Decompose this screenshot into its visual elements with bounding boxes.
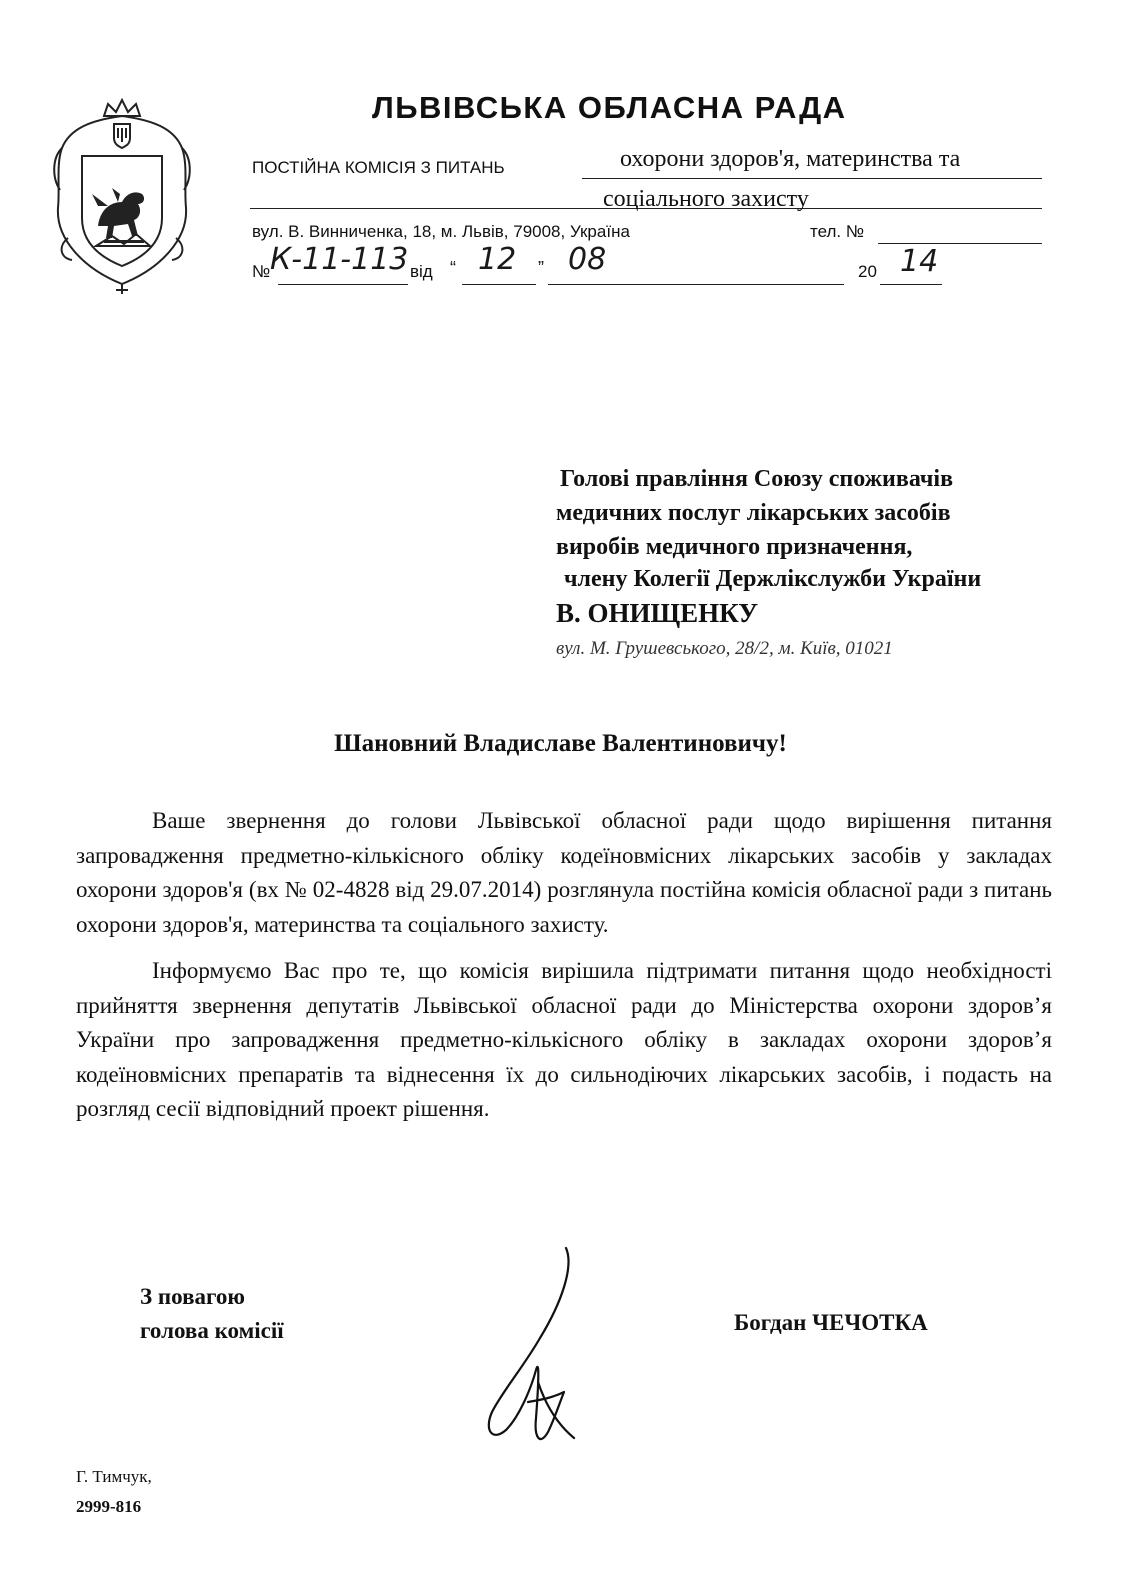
phone-label: тел. № [810, 222, 865, 241]
outgoing-number: К-11-113 [270, 242, 409, 277]
body-paragraph: Ваше звернення до голови Львівської обласної ради щодо вирішення питання запровадження предметно-кількісного обліку кодеїновмісних лікарських засобів у закладах охорони здоров'я (вх № 02-4828 від 29.07.2014) розглянула постійна комісія обласної ради з питань охорони здоров'я, материнства та соціального захисту. [76, 808, 1052, 937]
recipient-line: члену Колегії Держлікслужби України [564, 566, 982, 592]
committee-name: охорони здоров'я, материнства та [620, 146, 961, 172]
recipient-line: медичних послуг лікарських засобів [556, 500, 951, 526]
regards-line: З повагою [140, 1284, 245, 1309]
recipient-name: В. ОНИЩЕНКУ [556, 598, 759, 628]
quote-mark: ” [538, 258, 544, 278]
date-from-label: від [410, 262, 433, 281]
number-label: № [252, 262, 271, 281]
signer-name: Богдан ЧЕЧОТКА [734, 1310, 928, 1335]
recipient-line: Голові правління Союзу споживачів [560, 466, 954, 492]
letter-body [76, 804, 1052, 1139]
closing-regards [140, 1280, 284, 1348]
quote-mark: “ [450, 258, 456, 278]
executor-name: Г. Тимчук, [76, 1467, 152, 1486]
recipient-address: вул. М. Грушевського, 28/2, м. Київ, 01021 [556, 638, 893, 659]
date-day: 12 [478, 242, 517, 277]
committee-name-continued: соціального захисту [603, 186, 809, 212]
council-address: вул. В. Винниченка, 18, м. Львів, 79008, Україна [252, 222, 630, 241]
phone-fill-line [878, 222, 1042, 244]
coat-of-arms-icon [52, 98, 192, 298]
committee-label: ПОСТІЙНА КОМІСІЯ З ПИТАНЬ [252, 158, 505, 177]
signer-position: голова комісії [140, 1318, 284, 1343]
executor-phone: 2999-816 [76, 1497, 142, 1516]
salutation: Шановний Владиславе Валентиновичу! [334, 730, 787, 757]
year-suffix: 14 [900, 244, 939, 279]
executor-info [76, 1462, 152, 1522]
year-prefix: 20 [858, 262, 877, 281]
organization-title: ЛЬВІВСЬКА ОБЛАСНА РАДА [372, 90, 847, 125]
recipient-line: виробів медичного призначення, [556, 534, 913, 560]
handwritten-signature [478, 1242, 598, 1452]
date-month: 08 [568, 242, 607, 277]
body-paragraph: Інформуємо Вас про те, що комісія вирішила підтримати питання щодо необхідності прийняття звернення депутатів Львівської обласної ради до Міністерства охорони здоров’я України про запровадження предметно-кількісного обліку в закладах охорони здоров’я кодеїновмісних препаратів та віднесення їх до сильнодіючих лікарських засобів, і подасть на розгляд сесії відповідний проект рішення. [76, 958, 1052, 1121]
